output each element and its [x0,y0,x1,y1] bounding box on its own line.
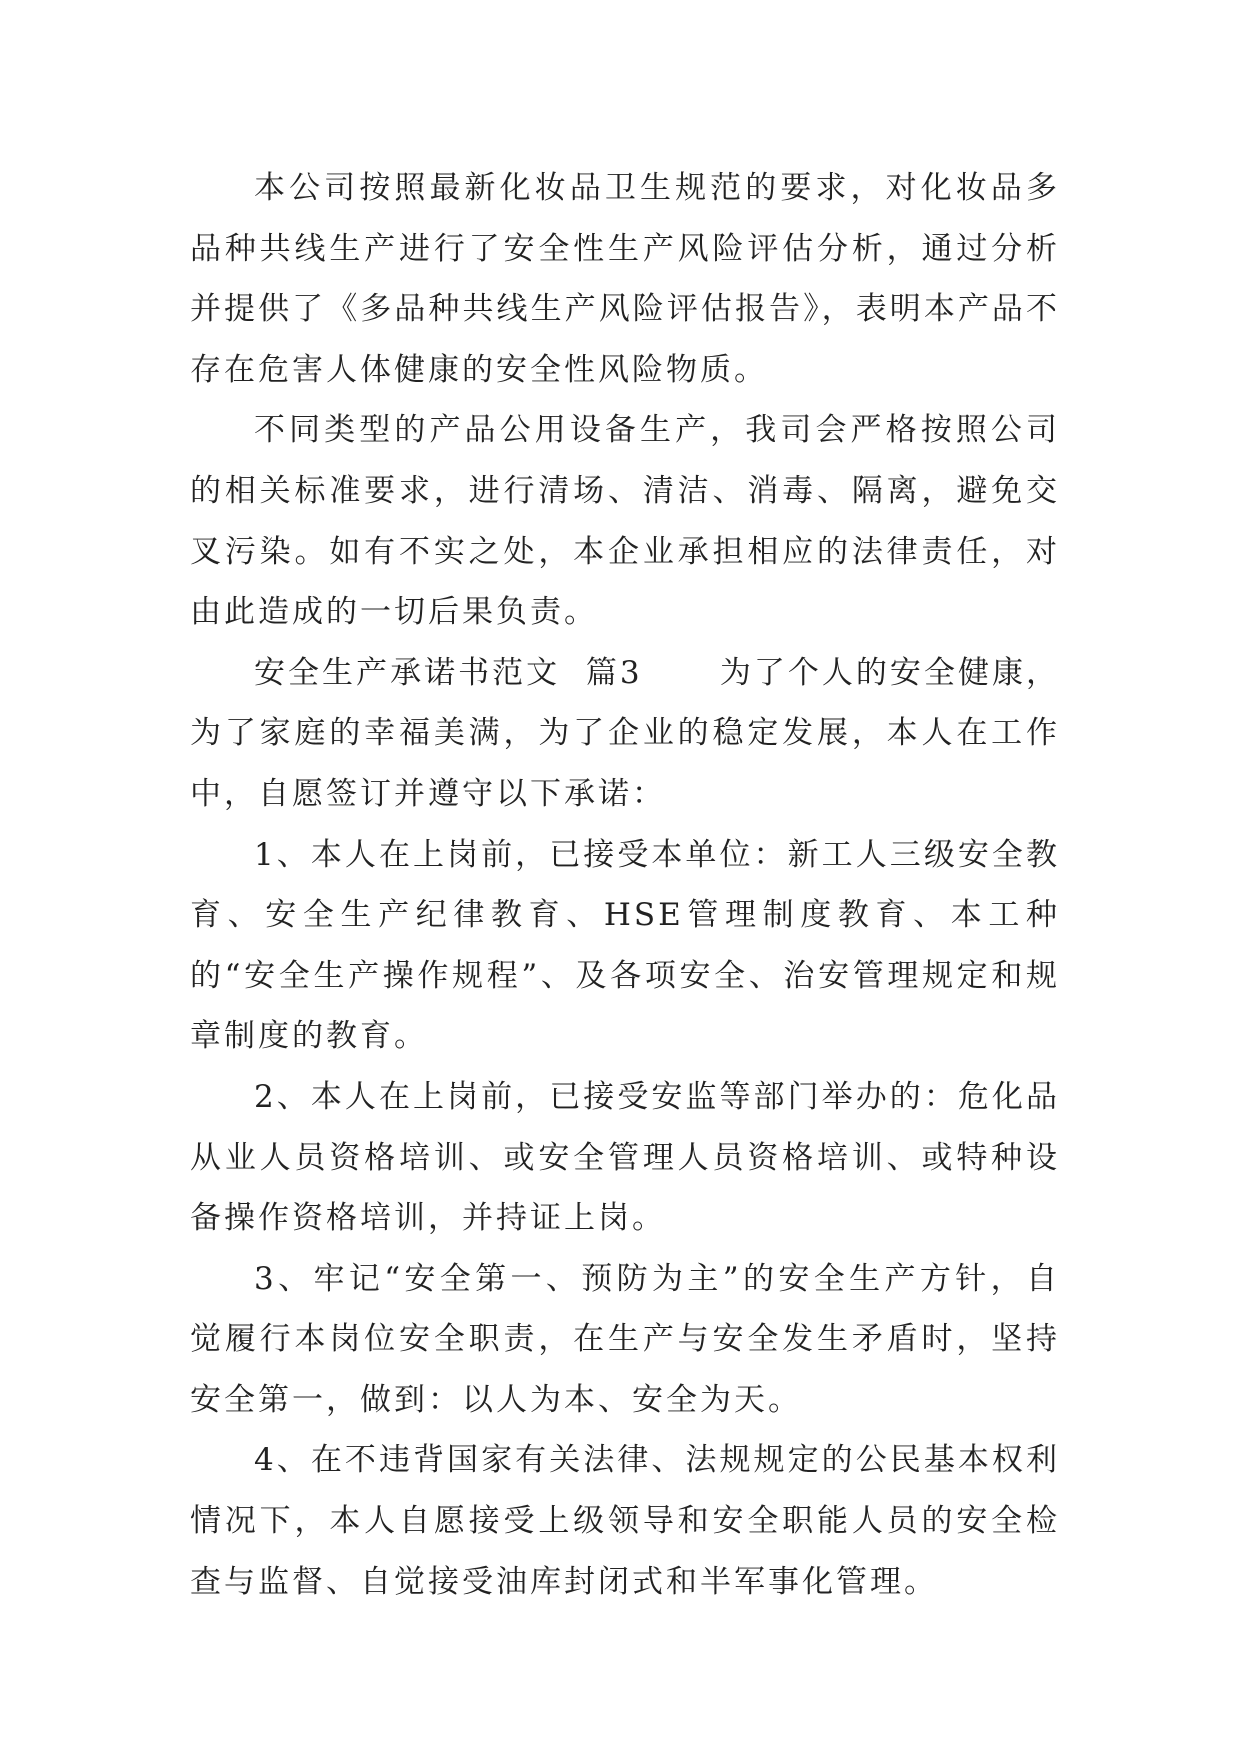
paragraph-commitment-4: 4、在不违背国家有关法律、法规规定的公民基本权利情况下，本人自愿接受上级领导和安全职能人员的安全检查与监督、自觉接受油库封闭式和半军事化管理。 [190,1442,1060,1600]
paragraph-commitment-1: 1、本人在上岗前，已接受本单位：新工人三级安全教育、安全生产纪律教育、HSE管理制度教育、本工种的“安全生产操作规程”、及各项安全、治安管理规定和规章制度的教育。 [190,836,1060,1055]
paragraph-article-3-intro: 安全生产承诺书范文 篇3 为了个人的安全健康，为了家庭的幸福美满，为了企业的稳定发展，本人在工作中，自愿签订并遵守以下承诺： [190,654,1060,812]
paragraph-commitment-3: 3、牢记“安全第一、预防为主”的安全生产方针，自觉履行本岗位安全职责，在生产与安全发生矛盾时，坚持安全第一，做到：以人为本、安全为天。 [190,1260,1060,1418]
paragraph-cleaning-commitment: 不同类型的产品公用设备生产，我司会严格按照公司的相关标准要求，进行清场、清洁、消毒、隔离，避免交叉污染。如有不实之处，本企业承担相应的法律责任，对由此造成的一切后果负责。 [190,412,1060,631]
paragraph-commitment-2: 2、本人在上岗前，已接受安监等部门举办的：危化品从业人员资格培训、或安全管理人员资格培训、或特种设备操作资格培训，并持证上岗。 [190,1078,1060,1237]
document-body [190,158,1060,1612]
paragraph-risk-assessment: 本公司按照最新化妆品卫生规范的要求，对化妆品多品种共线生产进行了安全性生产风险评估分析，通过分析并提供了《多品种共线生产风险评估报告》，表明本产品不存在危害人体健康的安全性风险物质。 [190,170,1060,388]
